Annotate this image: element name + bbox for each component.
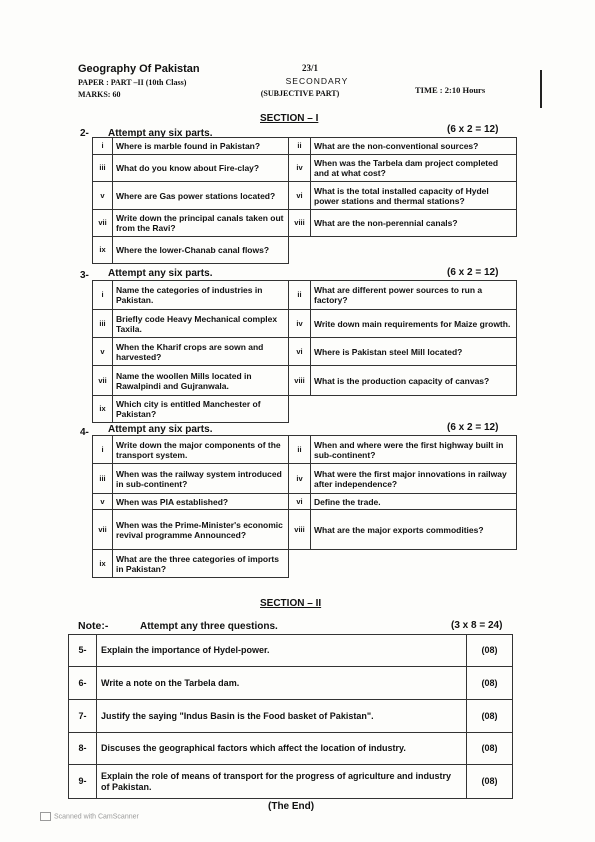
part-text: Where the lower-Chanab canal flows?	[113, 237, 289, 264]
table-row	[93, 138, 517, 155]
empty-cell	[289, 550, 517, 578]
part-text: Name the woollen Mills located in Rawalpindi and Gujranwala.	[113, 366, 289, 396]
paper-part-type: (SUBJECTIVE PART)	[260, 89, 340, 98]
table-row	[93, 338, 517, 366]
table-row	[93, 310, 517, 338]
table-row	[93, 510, 517, 550]
question-3-marks: (6 x 2 = 12)	[447, 267, 499, 278]
part-text: What are different power sources to run a factory?	[311, 281, 517, 310]
paper-time-label: TIME : 2:10 Hours	[415, 85, 486, 95]
scanner-logo-icon	[40, 812, 51, 821]
question-number: 7-	[69, 700, 97, 733]
section-1-title: SECTION – I	[260, 113, 319, 124]
question-4-instruction: Attempt any six parts.	[108, 424, 213, 435]
paper-part-label: PAPER : PART –II (10th Class)	[78, 78, 187, 87]
paper-code: 23/1	[301, 63, 318, 73]
table-row	[69, 700, 513, 733]
table-row	[93, 366, 517, 396]
table-row	[93, 155, 517, 182]
part-text: Briefly code Heavy Mechanical complex Taxila.	[113, 310, 289, 338]
part-number: vi	[289, 338, 311, 366]
empty-cell	[289, 237, 517, 264]
scanner-footer	[40, 812, 139, 821]
part-number: v	[93, 338, 113, 366]
part-number: vii	[93, 510, 113, 550]
question-marks: (08)	[467, 700, 513, 733]
part-number: v	[93, 182, 113, 210]
question-number: 8-	[69, 733, 97, 765]
part-number: i	[93, 138, 113, 155]
paper-subject-title: Geography Of Pakistan	[78, 63, 200, 75]
question-2-instruction: Attempt any six parts.	[108, 128, 213, 139]
question-4-table	[92, 435, 517, 578]
part-number: iii	[93, 155, 113, 182]
part-text: Name the categories of industries in Pakistan.	[113, 281, 289, 310]
part-text: Write down the major components of the transport system.	[113, 436, 289, 464]
part-text: Where is marble found in Pakistan?	[113, 138, 289, 155]
part-text: What is the total installed capacity of Hydel power stations and thermal stations?	[311, 182, 517, 210]
table-row	[93, 494, 517, 510]
part-number: vii	[93, 366, 113, 396]
part-number: ix	[93, 550, 113, 578]
question-2-number: 2-	[80, 128, 89, 139]
table-row	[93, 396, 517, 423]
part-text: What are the non-conventional sources?	[311, 138, 517, 155]
question-number: 5-	[69, 635, 97, 667]
question-number: 6-	[69, 667, 97, 700]
part-number: iv	[289, 155, 311, 182]
part-text: What are the three categories of imports in Pakistan?	[113, 550, 289, 578]
question-text: Explain the role of means of transport for the progress of agriculture and industry of Pakistan.	[97, 765, 467, 799]
question-marks: (08)	[467, 667, 513, 700]
part-text: When was PIA established?	[113, 494, 289, 510]
part-number: ix	[93, 396, 113, 423]
paper-level: SECONDARY	[285, 76, 349, 86]
part-number: i	[93, 281, 113, 310]
part-text: Where is Pakistan steel Mill located?	[311, 338, 517, 366]
part-number: ii	[289, 281, 311, 310]
section-2-title: SECTION – II	[260, 598, 322, 609]
part-number: ix	[93, 237, 113, 264]
question-4-marks: (6 x 2 = 12)	[447, 422, 499, 433]
part-text: When the Kharif crops are sown and harvested?	[113, 338, 289, 366]
part-number: iv	[289, 464, 311, 494]
question-text: Explain the importance of Hydel-power.	[97, 635, 467, 667]
part-text: Define the trade.	[311, 494, 517, 510]
part-number: ii	[289, 138, 311, 155]
question-text: Write a note on the Tarbela dam.	[97, 667, 467, 700]
empty-cell	[289, 396, 517, 423]
question-text: Justify the saying "Indus Basin is the Food basket of Pakistan".	[97, 700, 467, 733]
table-row	[93, 436, 517, 464]
part-text: Where are Gas power stations located?	[113, 182, 289, 210]
part-number: viii	[289, 210, 311, 237]
part-text: What is the production capacity of canvas?	[311, 366, 517, 396]
question-2-marks: (6 x 2 = 12)	[447, 124, 499, 135]
question-marks: (08)	[467, 635, 513, 667]
table-row	[93, 182, 517, 210]
table-row	[93, 550, 517, 578]
question-4-number: 4-	[80, 427, 89, 438]
table-row	[69, 733, 513, 765]
part-text: Write down main requirements for Maize growth.	[311, 310, 517, 338]
part-number: viii	[289, 366, 311, 396]
section-2-marks: (3 x 8 = 24)	[451, 620, 503, 631]
part-number: ii	[289, 436, 311, 464]
part-number: viii	[289, 510, 311, 550]
table-row	[69, 667, 513, 700]
part-number: iii	[93, 464, 113, 494]
part-text: When was the Tarbela dam project completed and at what cost?	[311, 155, 517, 182]
part-number: v	[93, 494, 113, 510]
note-label: Note:-	[78, 620, 109, 632]
part-text: Write down the principal canals taken out from the Ravi?	[113, 210, 289, 237]
part-text: Which city is entitled Manchester of Pakistan?	[113, 396, 289, 423]
table-row	[69, 765, 513, 799]
table-row	[93, 464, 517, 494]
paper-end-label: (The End)	[268, 801, 315, 812]
question-text: Discuses the geographical factors which affect the location of industry.	[97, 733, 467, 765]
question-3-instruction: Attempt any six parts.	[108, 268, 213, 279]
question-number: 9-	[69, 765, 97, 799]
section-2-instruction: Attempt any three questions.	[140, 621, 278, 632]
part-text: When was the Prime-Minister's economic revival programme Announced?	[113, 510, 289, 550]
question-2-table	[92, 137, 517, 264]
part-text: What were the first major innovations in railway after independence?	[311, 464, 517, 494]
part-number: iv	[289, 310, 311, 338]
part-text: What are the major exports commodities?	[311, 510, 517, 550]
part-text: When and where were the first highway built in sub-continent?	[311, 436, 517, 464]
table-row	[69, 635, 513, 667]
part-text: When was the railway system introduced in sub-continent?	[113, 464, 289, 494]
part-number: vii	[93, 210, 113, 237]
question-3-table	[92, 280, 517, 423]
long-questions-table	[68, 634, 513, 799]
part-number: vi	[289, 494, 311, 510]
table-row	[93, 237, 517, 264]
paper-marks-label: MARKS: 60	[78, 90, 121, 99]
part-number: i	[93, 436, 113, 464]
scanner-label: Scanned with CamScanner	[54, 813, 139, 821]
question-3-number: 3-	[80, 270, 89, 281]
question-marks: (08)	[467, 765, 513, 799]
part-text: What do you know about Fire-clay?	[113, 155, 289, 182]
table-row	[93, 210, 517, 237]
margin-mark	[540, 70, 542, 108]
question-marks: (08)	[467, 733, 513, 765]
table-row	[93, 281, 517, 310]
part-number: vi	[289, 182, 311, 210]
part-text: What are the non-perennial canals?	[311, 210, 517, 237]
part-number: iii	[93, 310, 113, 338]
